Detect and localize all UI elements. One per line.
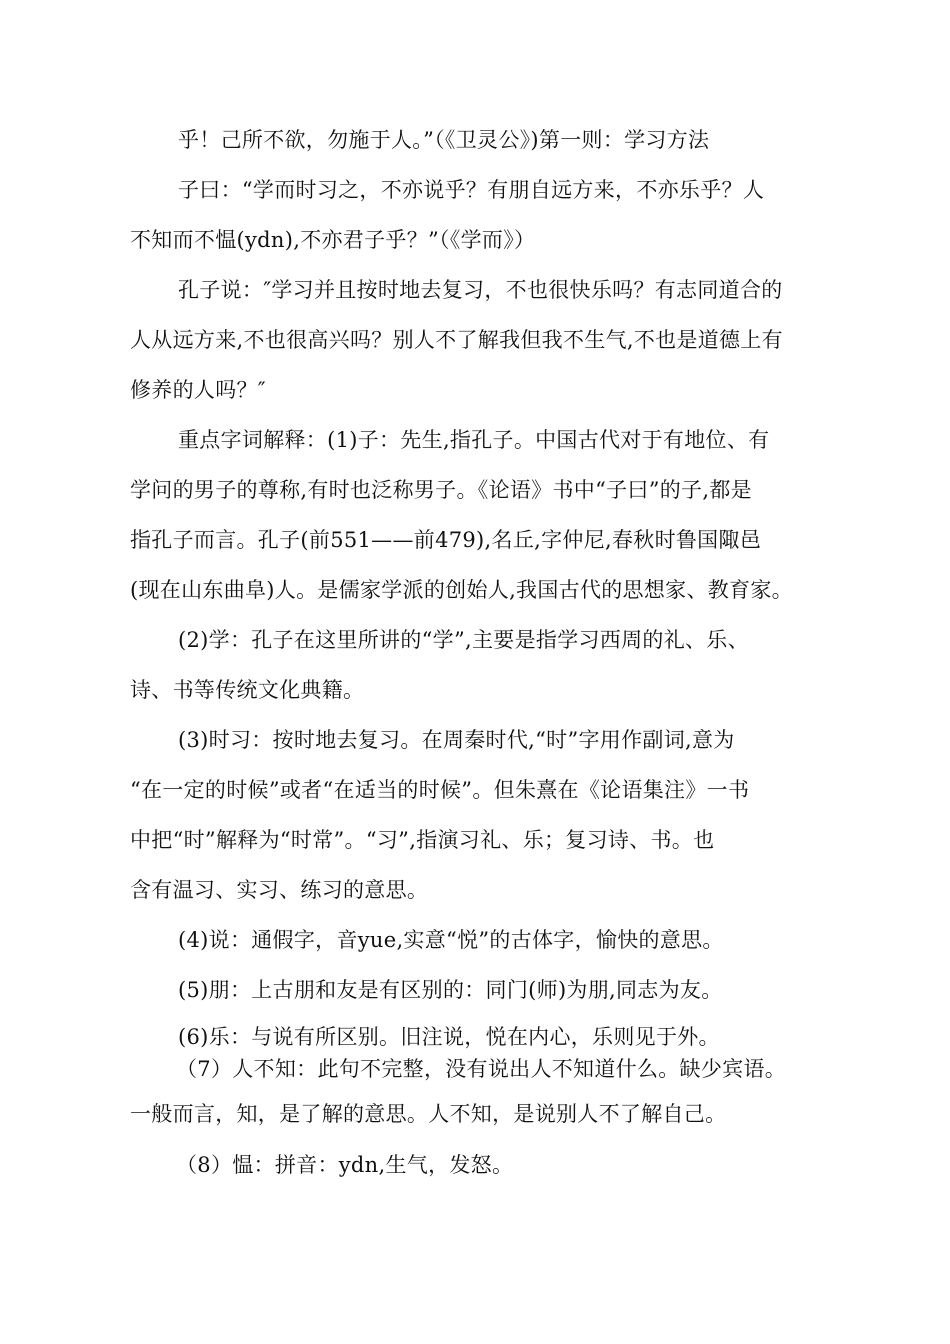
text-line: 修养的人吗？″ xyxy=(130,378,266,402)
text-line: 重点字词解释：(1)子：先生,指孔子。中国古代对于有地位、有 xyxy=(178,428,770,452)
text-line: （7）人不知：此句不完整，没有说出人不知道什么。缺少宾语。 xyxy=(176,1057,787,1081)
text-line: (4)说：通假字，音yue,实意“悦”的古体字，愉快的意思。 xyxy=(178,928,724,952)
text-line: 一般而言，知，是了解的意思。人不知，是说别人不了解自己。 xyxy=(130,1102,727,1126)
text-line: 含有温习、实习、练习的意思。 xyxy=(130,878,429,902)
text-line: (现在山东曲阜)人。是儒家学派的创始人,我国古代的思想家、教育家。 xyxy=(130,578,793,602)
text-line: 子曰：“学而时习之，不亦说乎？有朋自远方来，不亦乐乎？人 xyxy=(178,178,765,202)
text-line: 孔子说：″学习并且按时地去复习，不也很快乐吗？有志同道合的 xyxy=(178,278,783,302)
text-line: （8）愠：拼音：ydn,生气，发怒。 xyxy=(176,1153,514,1177)
text-line: 乎！己所不欲，勿施于人。”（《卫灵公》)第一则：学习方法 xyxy=(178,128,710,152)
text-line: 中把“时”解释为“时常”。“习”,指演习礼、乐；复习诗、书。也 xyxy=(130,828,715,852)
text-line: “在一定的时候”或者“在适当的时候”。但朱熹在《论语集注》一书 xyxy=(130,778,750,802)
text-line: 学问的男子的尊称,有时也泛称男子。《论语》书中“子曰”的子,都是 xyxy=(130,478,752,502)
text-line: 指孔子而言。孔子(前551——前479),名丘,字仲尼,春秋时鲁国陬邑 xyxy=(130,528,762,552)
text-line: 不知而不愠(ydn),不亦君子乎？”（《学而》） xyxy=(130,228,536,252)
text-line: 诗、书等传统文化典籍。 xyxy=(130,678,365,702)
text-line: 人从远方来,不也很高兴吗？别人不了解我但我不生气,不也是道德上有 xyxy=(130,328,783,352)
text-line: (5)朋：上古朋和友是有区别的：同门(师)为朋,同志为友。 xyxy=(178,978,723,1002)
text-line: (2)学：孔子在这里所讲的“学”,主要是指学习西周的礼、乐、 xyxy=(178,628,749,652)
text-line: (3)时习：按时地去复习。在周秦时代,“时”字用作副词,意为 xyxy=(178,728,735,752)
text-line: (6)乐：与说有所区别。旧注说，悦在内心，乐则见于外。 xyxy=(178,1025,720,1049)
